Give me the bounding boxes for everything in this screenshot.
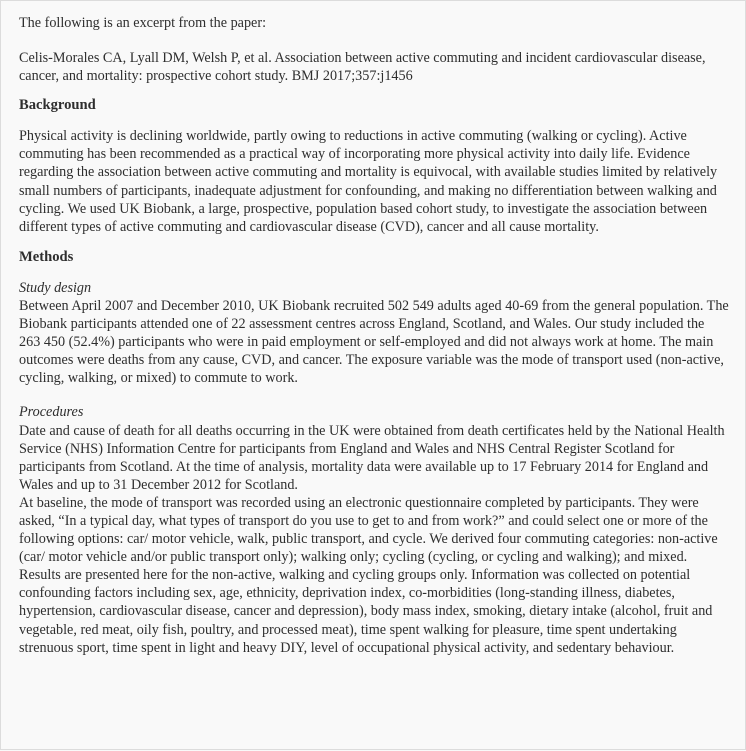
paper-excerpt-page (1, 1, 746, 751)
methods-heading: Methods (19, 248, 74, 265)
procedures-paragraph-1: Date and cause of death for all deaths occurring in the UK were obtained from death certificates held by the National Health Service (NHS) Information Centre for participants from England and Wales and NHS Central Register Scotland for participants from Scotland. At the time of analysis, mortality data were available up to 17 February 2014 for England and Wales and up to 31 December 2012 for Scotland. (19, 422, 725, 493)
background-text: Physical activity is declining worldwide, partly owing to reductions in active commuting (walking or cycling). Active commuting has been recommended as a practical way of incorporating more physical activity into daily life. Evidence regarding the association between active commuting and mortality is equivocal, with available studies limited by relatively small numbers of participants, inadequate adjustment for confounding, and making no differentiation between walking and cycling. We used UK Biobank, a large, prospective, population based cohort study, to investigate the association between different types of active commuting and cardiovascular disease (CVD), cancer and all cause mortality. (19, 128, 718, 235)
procedures-heading: Procedures (19, 404, 84, 421)
citation: Celis-Morales CA, Lyall DM, Welsh P, et al. Association between active commuting and incident cardiovascular disease, cancer, and mortality: prospective cohort study. BMJ 2017;357:j1456 (19, 50, 706, 85)
study-design-heading: Study design (19, 279, 92, 296)
study-design-block (19, 279, 729, 388)
methods-section (19, 248, 729, 657)
study-design-text: Between April 2007 and December 2010, UK Biobank recruited 502 549 adults aged 40-69 from the general population. The Biobank participants attended one of 22 assessment centres across England, Scotland, and Wales. Our study included the 263 450 (52.4%) participants who were in paid employment or self-employed and did not always work at home. The main outcomes were deaths from any cause, CVD, and cancer. The exposure variable was the mode of transport used (non-active, cycling, walking, or mixed) to commute to work. (19, 297, 729, 387)
background-heading: Background (19, 97, 96, 114)
intro-line: The following is an excerpt from the paper: (19, 15, 267, 31)
background-section (19, 96, 729, 236)
procedures-block (19, 403, 729, 656)
procedures-paragraph-2: At baseline, the mode of transport was recorded using an electronic questionnaire completed by participants. They were asked, “In a typical day, what types of transport do you use to get to and from work?” and could select one or more of the following options: car/ motor vehicle, walk, public transport, and cycle. We derived four commuting categories: non-active (car/ motor vehicle and/or public transport only); walking only; cycling (cycling, or cycling and walking); and mixed. Results are presented here for the non-active, walking and cycling groups only. Information was collected on potential confounding factors including sex, age, ethnicity, deprivation index, co-morbidities (long-standing illness, diabetes, hypertension, cardiovascular disease, cancer and depression), body mass index, smoking, dietary intake (alcohol, fruit and vegetable, red meat, oily fish, poultry, and processed meat), time spent walking for pleasure, time spent undertaking strenuous sport, time spent in light and heavy DIY, level of occupational physical activity, and sedentary behaviour. (19, 494, 718, 656)
